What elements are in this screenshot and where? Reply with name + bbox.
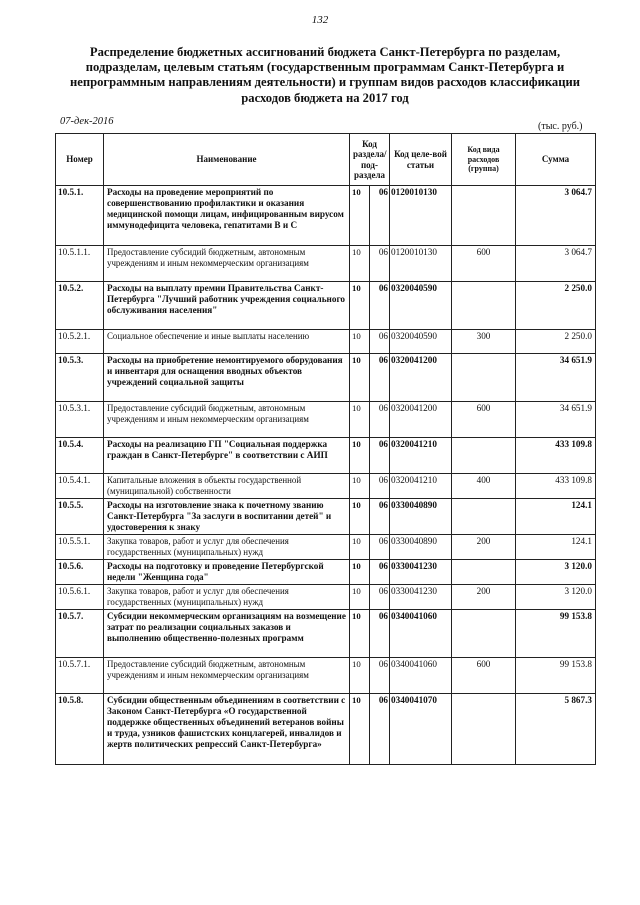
row-target-code: 0330041230 [390,585,452,610]
row-sum: 34 651.9 [516,402,596,438]
row-section: 10 [350,585,370,610]
row-sum: 433 109.8 [516,474,596,499]
row-name: Субсидии некоммерческим организациям на возмещение затрат по реализации социальных заказов и выполнению общественно-полезных программ [104,610,350,658]
row-sum: 34 651.9 [516,354,596,402]
row-number: 10.5.1.1. [56,246,104,282]
row-name: Предоставление субсидий бюджетным, автономным учреждениям и иным некоммерческим организациям [104,402,350,438]
table-row [56,354,596,402]
table-row [56,499,596,535]
row-target-code: 0320041200 [390,402,452,438]
row-section: 10 [350,560,370,585]
row-subsection: 06 [370,499,390,535]
row-target-code: 0340041060 [390,658,452,694]
row-number: 10.5.3.1. [56,402,104,438]
header-section-code: Код раздела/ под-раздела [350,134,390,186]
row-number: 10.5.2.1. [56,330,104,354]
header-target-code: Код целе-вой статьи [390,134,452,186]
row-sum: 124.1 [516,499,596,535]
document-title: Распределение бюджетных ассигнований бюджета Санкт-Петербурга по разделам, подразделам, целевым статьям (государственным программам Санкт-Петербурга и непрограммным направлениям деятельности) и группам видов расходов классификации расходов бюджета на 2017 год [70,45,580,105]
row-target-code: 0120010130 [390,186,452,246]
row-number: 10.5.2. [56,282,104,330]
row-target-code: 0340041060 [390,610,452,658]
row-group-code: 600 [452,246,516,282]
row-group-code [452,186,516,246]
row-section: 10 [350,438,370,474]
budget-table [55,133,596,765]
row-section: 10 [350,354,370,402]
table-row [56,585,596,610]
header-sum: Сумма [516,134,596,186]
row-name: Расходы на выплату премии Правительства Санкт-Петербурга "Лучший работник учреждения социального обслуживания населения" [104,282,350,330]
row-group-code [452,282,516,330]
row-subsection: 06 [370,474,390,499]
row-number: 10.5.5. [56,499,104,535]
row-section: 10 [350,402,370,438]
row-number: 10.5.3. [56,354,104,402]
table-row [56,535,596,560]
header-number: Номер [56,134,104,186]
row-number: 10.5.1. [56,186,104,246]
table-row [56,402,596,438]
row-number: 10.5.4. [56,438,104,474]
row-number: 10.5.7. [56,610,104,658]
row-target-code: 0120010130 [390,246,452,282]
units-label: (тыс. руб.) [538,121,583,132]
row-number: 10.5.4.1. [56,474,104,499]
table-row [56,246,596,282]
row-name: Расходы на приобретение немонтируемого оборудования и инвентаря для оснащения вводных объектов учреждений социальной защиты [104,354,350,402]
row-subsection: 06 [370,610,390,658]
page-number: 132 [311,14,329,26]
row-subsection: 06 [370,560,390,585]
row-target-code: 0320040590 [390,282,452,330]
row-sum: 2 250.0 [516,282,596,330]
row-section: 10 [350,474,370,499]
row-subsection: 06 [370,330,390,354]
row-name: Расходы на подготовку и проведение Петербургской недели "Женщина года" [104,560,350,585]
row-section: 10 [350,330,370,354]
table-row [56,474,596,499]
row-subsection: 06 [370,354,390,402]
row-sum: 124.1 [516,535,596,560]
row-group-code [452,560,516,585]
row-section: 10 [350,282,370,330]
row-group-code: 600 [452,658,516,694]
row-name: Социальное обеспечение и иные выплаты населению [104,330,350,354]
row-sum: 433 109.8 [516,438,596,474]
row-group-code: 400 [452,474,516,499]
table-row [56,560,596,585]
row-section: 10 [350,535,370,560]
row-name: Предоставление субсидий бюджетным, автономным учреждениям и иным некоммерческим организациям [104,246,350,282]
row-group-code: 200 [452,585,516,610]
row-number: 10.5.7.1. [56,658,104,694]
row-sum: 3 120.0 [516,560,596,585]
row-sum: 99 153.8 [516,610,596,658]
row-subsection: 06 [370,246,390,282]
table-row [56,438,596,474]
row-name: Расходы на проведение мероприятий по совершенствованию профилактики и оказания медицинской помощи лицам, инфицированным вирусом иммунодефицита человека, гепатитами В и С [104,186,350,246]
header-group-code: Код вида расходов (группа) [452,134,516,186]
row-subsection: 06 [370,535,390,560]
table-row [56,694,596,765]
row-sum: 99 153.8 [516,658,596,694]
table-row [56,282,596,330]
row-target-code: 0340041070 [390,694,452,765]
row-target-code: 0320041200 [390,354,452,402]
row-group-code [452,438,516,474]
row-section: 10 [350,246,370,282]
document-date: 07-дек-2016 [60,116,114,127]
row-subsection: 06 [370,186,390,246]
row-section: 10 [350,694,370,765]
row-sum: 5 867.3 [516,694,596,765]
header-name: Наименование [104,134,350,186]
row-subsection: 06 [370,585,390,610]
row-sum: 2 250.0 [516,330,596,354]
row-section: 10 [350,186,370,246]
row-group-code [452,694,516,765]
row-number: 10.5.6. [56,560,104,585]
table-row [56,186,596,246]
row-group-code [452,354,516,402]
row-sum: 3 120.0 [516,585,596,610]
row-group-code [452,499,516,535]
row-name: Расходы на реализацию ГП "Социальная поддержка граждан в Санкт-Петербурге" в соответствии с АИП [104,438,350,474]
row-name: Предоставление субсидий бюджетным, автономным учреждениям и иным некоммерческим организациям [104,658,350,694]
row-target-code: 0320040590 [390,330,452,354]
row-target-code: 0330041230 [390,560,452,585]
row-name: Закупка товаров, работ и услуг для обеспечения государственных (муниципальных) нужд [104,535,350,560]
row-target-code: 0330040890 [390,535,452,560]
row-subsection: 06 [370,694,390,765]
row-section: 10 [350,658,370,694]
row-subsection: 06 [370,438,390,474]
row-sum: 3 064.7 [516,186,596,246]
table-row [56,610,596,658]
row-name: Расходы на изготовление знака к почетному званию Санкт-Петербурга "За заслуги в воспитании детей" и удостоверения к знаку [104,499,350,535]
row-name: Капитальные вложения в объекты государственной (муниципальной) собственности [104,474,350,499]
row-group-code: 300 [452,330,516,354]
row-subsection: 06 [370,658,390,694]
row-target-code: 0320041210 [390,474,452,499]
row-group-code: 200 [452,535,516,560]
row-number: 10.5.8. [56,694,104,765]
table-row [56,658,596,694]
row-group-code: 600 [452,402,516,438]
table-row [56,330,596,354]
row-target-code: 0320041210 [390,438,452,474]
row-number: 10.5.6.1. [56,585,104,610]
row-name: Субсидии общественным объединениям в соответствии с Законом Санкт-Петербурга «О государственной поддержке общественных объединений ветеранов войны и труда, узников фашистских концлагерей, инвалидов и жертв политических репрессий Санкт-Петербурга» [104,694,350,765]
row-section: 10 [350,610,370,658]
row-name: Закупка товаров, работ и услуг для обеспечения государственных (муниципальных) нужд [104,585,350,610]
row-subsection: 06 [370,282,390,330]
row-subsection: 06 [370,402,390,438]
row-section: 10 [350,499,370,535]
row-sum: 3 064.7 [516,246,596,282]
row-target-code: 0330040890 [390,499,452,535]
row-group-code [452,610,516,658]
row-number: 10.5.5.1. [56,535,104,560]
